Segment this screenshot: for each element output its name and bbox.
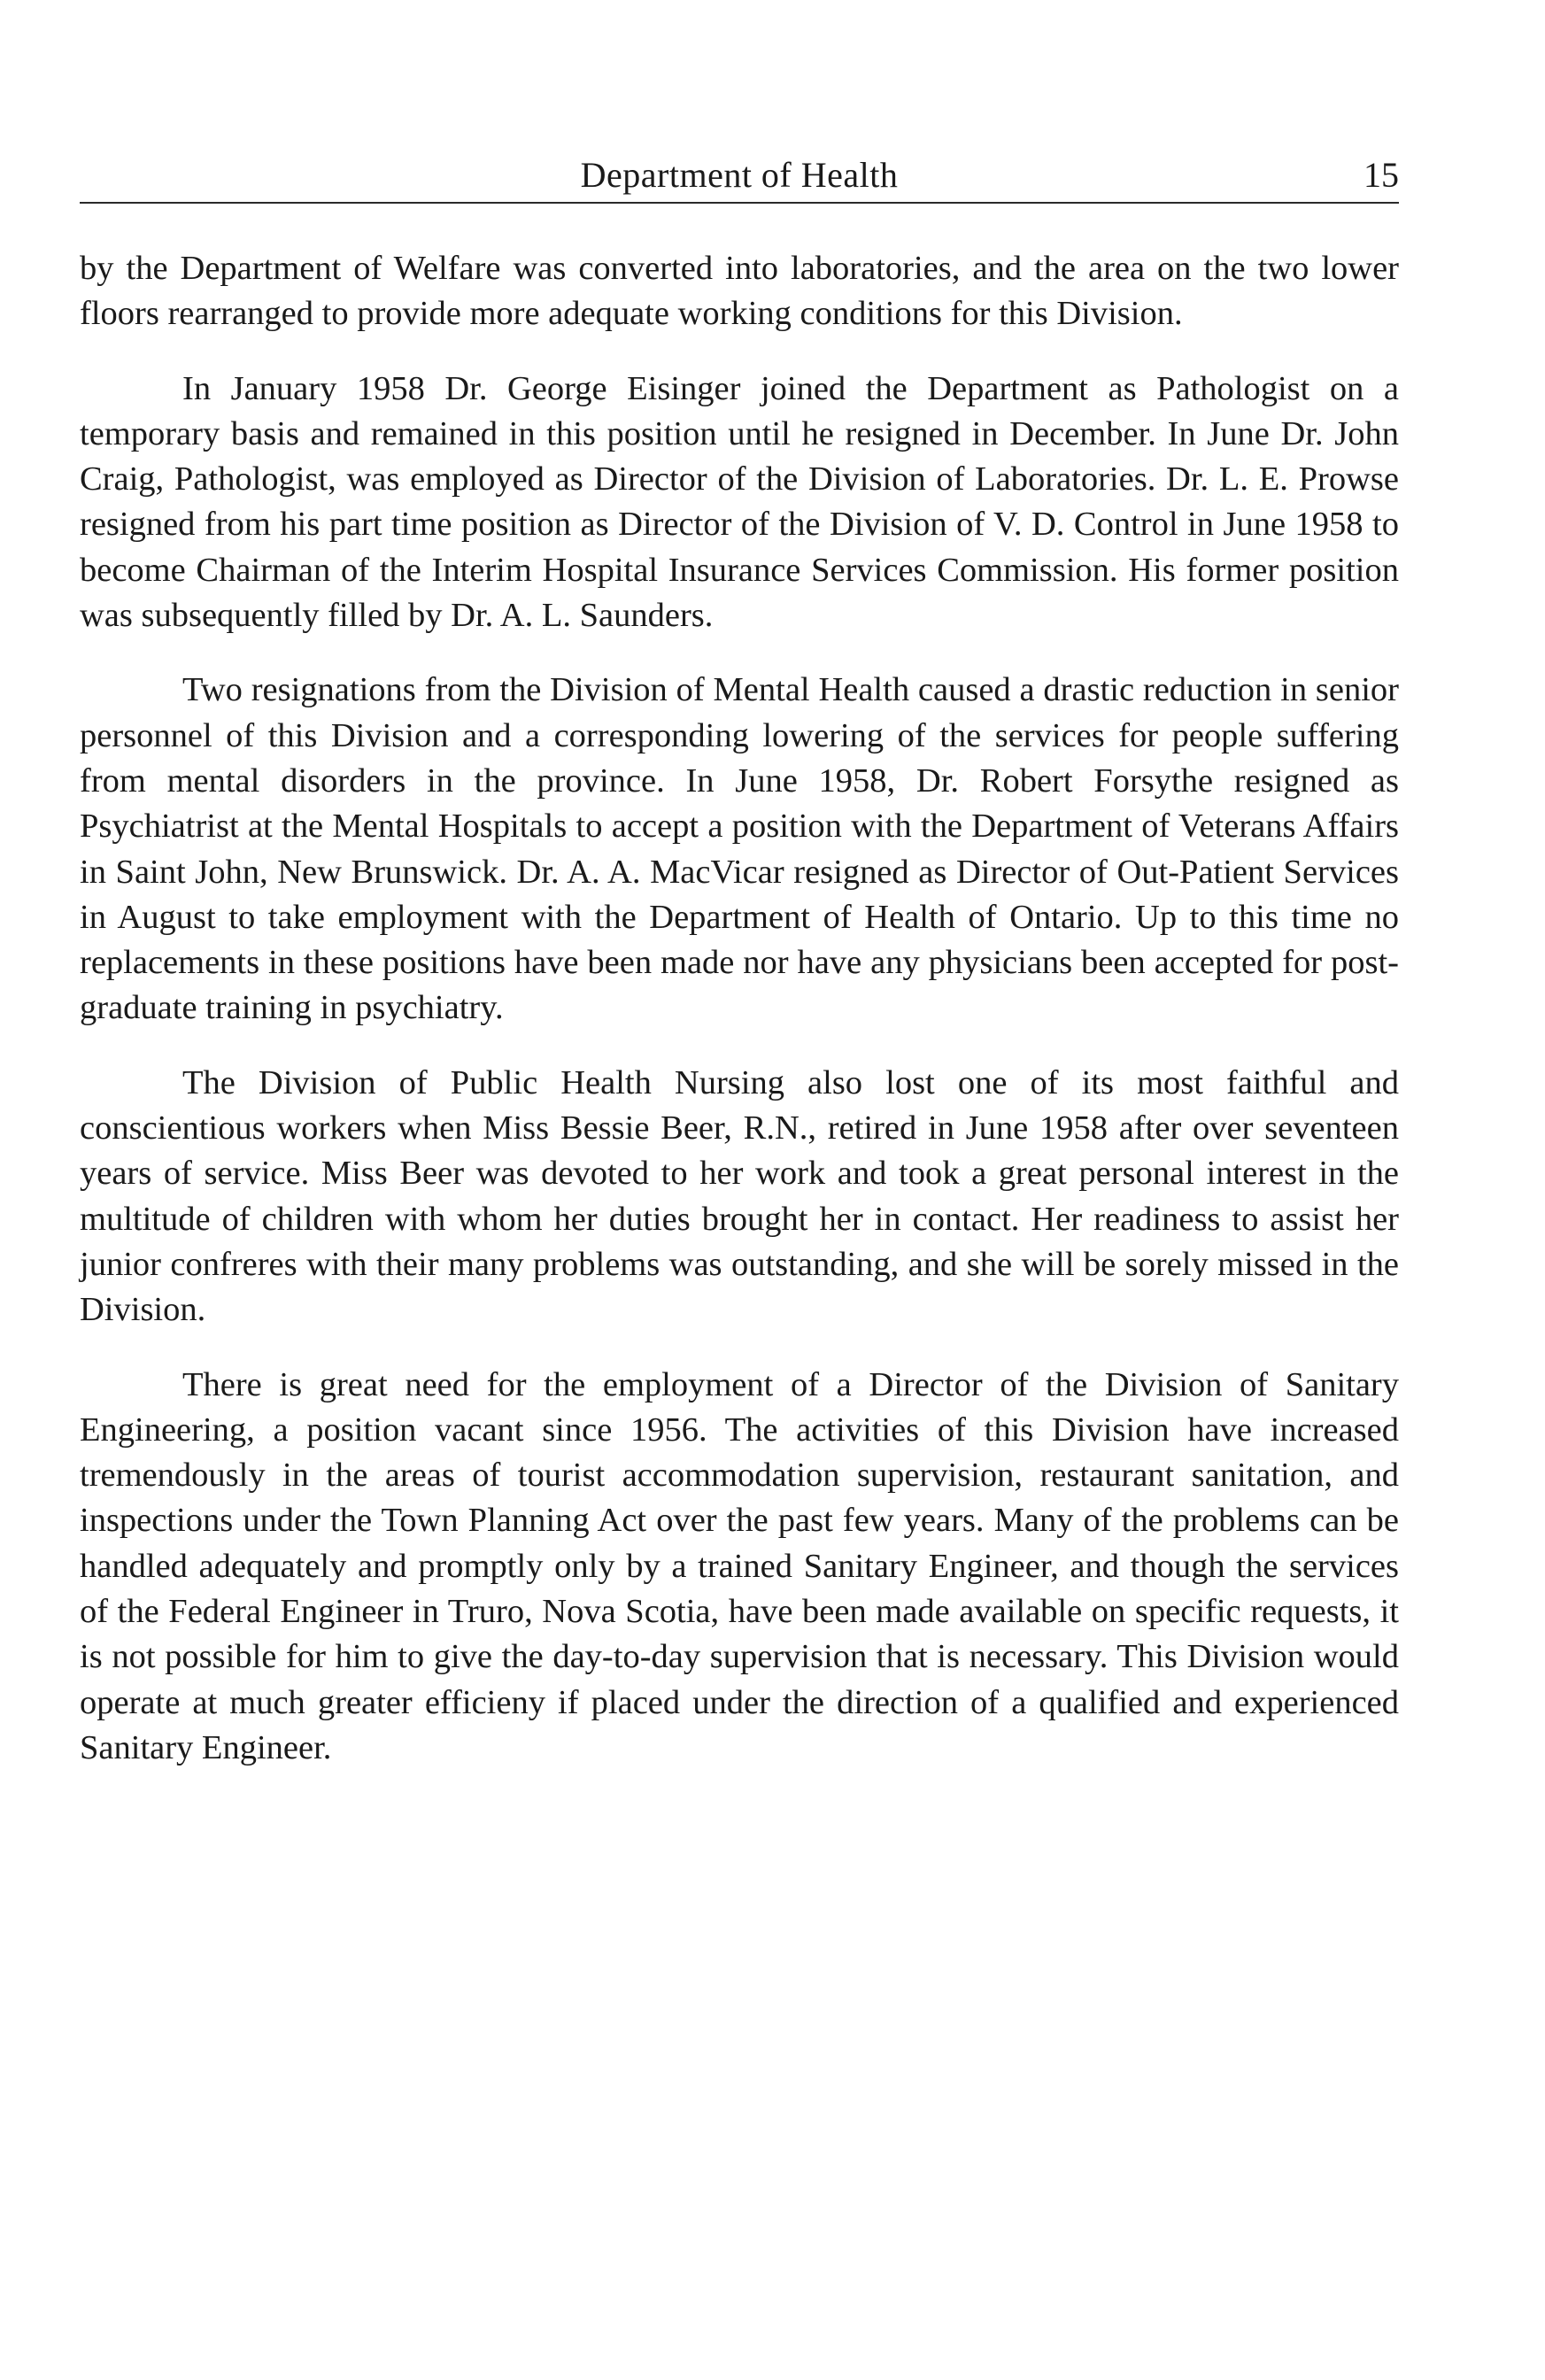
running-title: Department of Health: [580, 155, 899, 195]
paragraph-public-health-nursing: The Division of Public Health Nursing also lost one of its most faithful and conscientious workers when Miss Bessie Beer, R.N., retired in June 1958 after over seventeen years of service. Miss Beer was devoted to her work and took a great personal interest in the multitude of children with whom her duties brought her in contact. Her readiness to assist her junior confreres with their many problems was outstanding, and she will be sorely missed in the Division.: [80, 1063, 1399, 1329]
page-number: 15: [1363, 155, 1399, 195]
header-rule: [80, 202, 1399, 204]
paragraph-sanitary-engineering: There is great need for the employment of a Director of the Division of Sanitary Engineering, a position vacant since 1956. The activities of this Division have increased tremendously in the areas of tourist accommodation supervision, restaurant sanitation, and inspections under the Town Planning Act over the past few years. Many of the problems can be handled adequately and promptly only by a trained Sanitary Engineer, and though the services of the Federal Engineer in Truro, Nova Scotia, have been made available on specific requests, it is not possible for him to give the day-to-day supervision that is necessary. This Division would operate at much greater efficieny if placed under the direction of a qualified and experienced Sanitary Engineer.: [80, 1365, 1399, 1766]
body-text: [80, 246, 1399, 1771]
paragraph-mental-health: Two resignations from the Division of Mental Health caused a drastic reduction in senior personnel of this Division and a corresponding lowering of the services for people suffering from mental disorders in the province. In June 1958, Dr. Robert Forsythe resigned as Psychiatrist at the Mental Hospitals to accept a position with the Department of Veterans Affairs in Saint John, New Brunswick. Dr. A. A. MacVicar resigned as Director of Out-Patient Services in August to take employment with the Department of Health of Ontario. Up to this time no replacements in these positions have been made nor have any physicians been accepted for post-graduate training in psychiatry.: [80, 671, 1399, 1027]
paragraph-continuation: by the Department of Welfare was converted into laboratories, and the area on the two lower floors rearranged to provide more adequate working conditions for this Division.: [80, 250, 1399, 333]
running-header: [80, 151, 1399, 200]
paragraph-laboratories: In January 1958 Dr. George Eisinger joined the Department as Pathologist on a temporary basis and remained in this position until he resigned in December. In June Dr. John Craig, Pathologist, was employed as Director of the Division of Laboratories. Dr. L. E. Prowse resigned from his part time position as Director of the Division of V. D. Control in June 1958 to become Chairman of the Interim Hospital Insurance Services Commission. His former position was subsequently filled by Dr. A. L. Saunders.: [80, 369, 1399, 635]
